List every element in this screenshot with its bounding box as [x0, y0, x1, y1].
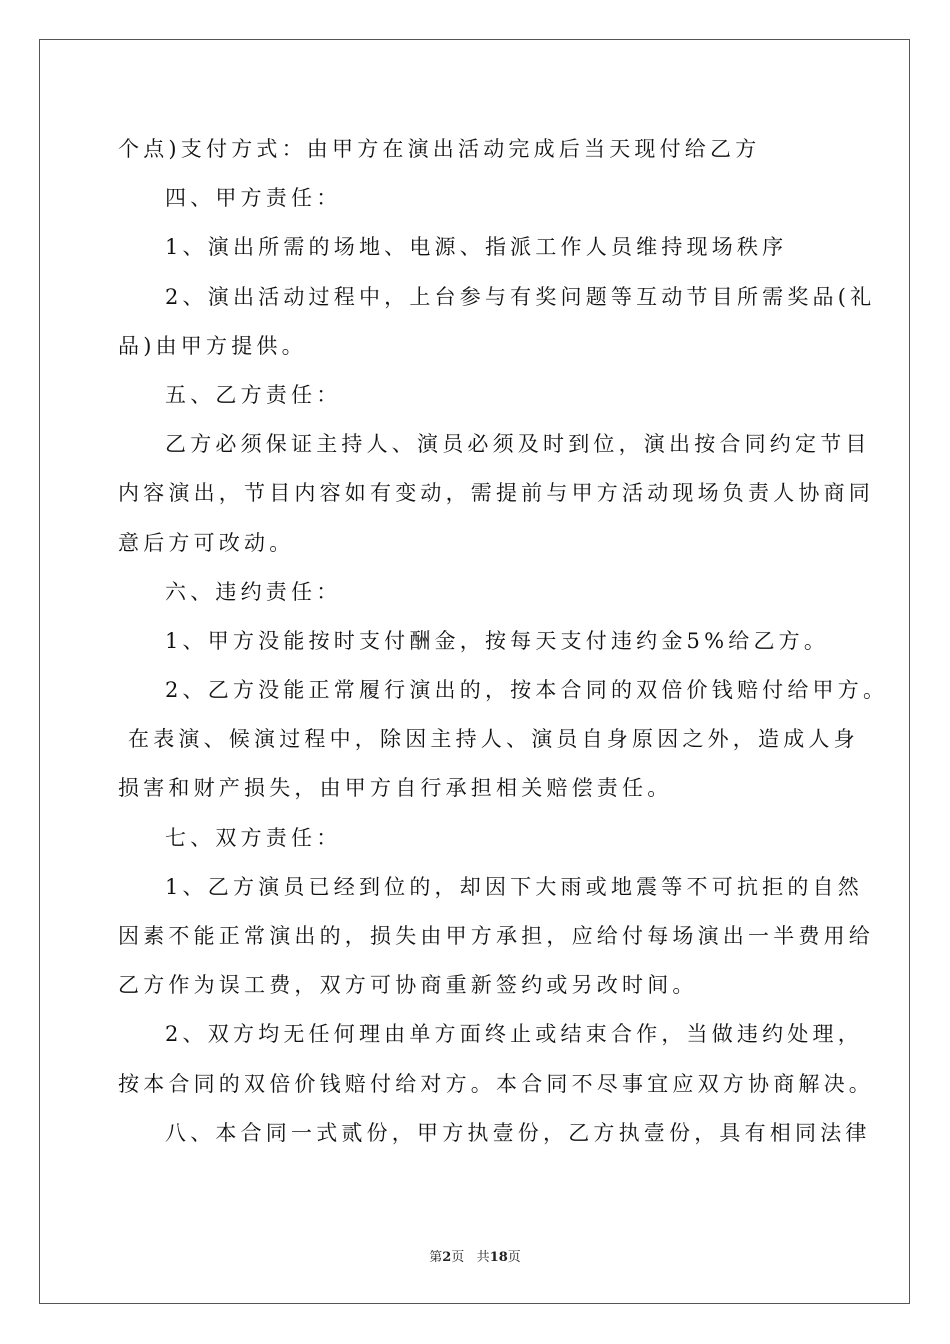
text-line: 意后方可改动。	[118, 530, 295, 555]
text-line: 1、乙方演员已经到位的，却因下大雨或地震等不可抗拒的自然	[165, 874, 863, 899]
text-line: 1、演出所需的场地、电源、指派工作人员维持现场秩序	[165, 235, 788, 260]
text-line: 四、甲方责任：	[165, 186, 342, 211]
text-line: 因素不能正常演出的，损失由甲方承担，应给付每场演出一半费用给	[118, 924, 874, 948]
footer-total-suffix: 页	[507, 1250, 521, 1265]
text-line: 1、甲方没能按时支付酬金，按每天支付违约金5%给乙方。	[165, 628, 830, 653]
text-line: 乙方作为误工费，双方可协商重新签约或另改时间。	[118, 973, 698, 998]
footer-total-prefix: 共	[476, 1250, 490, 1265]
text-line: 乙方必须保证主持人、演员必须及时到位，演出按合同约定节目	[165, 432, 871, 457]
footer-page-number: 2	[442, 1250, 452, 1265]
text-line: 损害和财产损失，由甲方自行承担相关赔偿责任。	[118, 776, 673, 801]
text-line: 个点)支付方式：由甲方在演出活动完成后当天现付给乙方	[118, 137, 761, 161]
text-line: 按本合同的双倍价钱赔付给对方。本合同不尽事宜应双方协商解决。	[118, 1071, 874, 1096]
text-line: 七、双方责任：	[165, 825, 342, 850]
footer-total-pages: 18	[489, 1250, 508, 1265]
page-footer	[0, 1246, 950, 1265]
text-line: 品)由甲方提供。	[118, 333, 307, 358]
footer-prefix: 第	[429, 1250, 443, 1265]
text-line: 2、演出活动过程中，上台参与有奖问题等互动节目所需奖品(礼	[165, 284, 876, 309]
text-line: 2、双方均无任何理由单方面终止或结束合作，当做违约处理，	[165, 1022, 863, 1047]
text-line: 六、违约责任：	[165, 579, 342, 604]
footer-page-suffix: 页	[451, 1250, 465, 1265]
text-line: 八、本合同一式贰份，甲方执壹份，乙方执壹份，具有相同法律	[165, 1120, 871, 1145]
document-body	[118, 125, 889, 1158]
text-line: 2、乙方没能正常履行演出的，按本合同的双倍价钱赔付给甲方。	[165, 678, 889, 703]
text-line: 内容演出，节目内容如有变动，需提前与甲方活动现场负责人协商同	[118, 481, 874, 506]
text-line: 在表演、候演过程中，除因主持人、演员自身原因之外，造成人身	[128, 727, 859, 752]
text-line: 五、乙方责任：	[165, 382, 342, 407]
